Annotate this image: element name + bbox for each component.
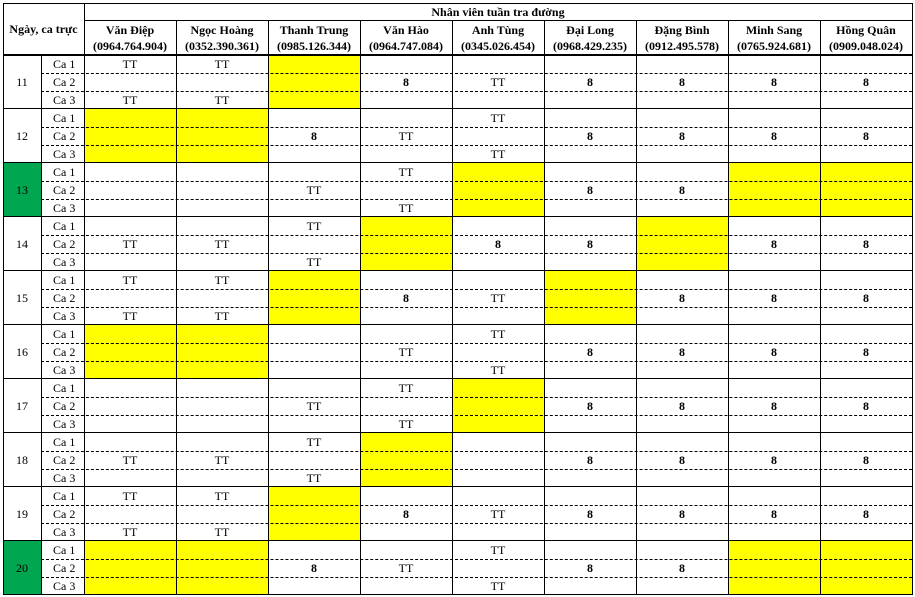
shift-entry: TT (214, 308, 230, 323)
shift-entry: 8 (771, 74, 777, 89)
shift-label: Ca 2 (53, 398, 76, 413)
shift-divider (41, 73, 912, 74)
shift-entry: 8 (863, 506, 869, 521)
shift-divider (41, 361, 912, 362)
shift-label: Ca 1 (53, 110, 76, 125)
shift-entry: TT (122, 56, 138, 71)
grid-line (3, 270, 913, 271)
shift-entry: TT (306, 470, 322, 485)
shift-entry: 8 (679, 290, 685, 305)
off-duty-block (360, 217, 452, 271)
shift-label: Ca 1 (53, 434, 76, 449)
shift-divider (41, 415, 912, 416)
off-duty-block (268, 55, 360, 109)
shift-label: Ca 1 (53, 218, 76, 233)
day-label: 12 (16, 128, 28, 143)
shift-entry: 8 (495, 236, 501, 251)
shift-entry: 8 (311, 560, 317, 575)
off-duty-block (452, 163, 544, 217)
shift-label: Ca 2 (53, 452, 76, 467)
staff-phone: (0964.747.084) (369, 38, 443, 53)
grid-line (84, 3, 85, 595)
shift-entry: 8 (679, 398, 685, 413)
shift-label: Ca 3 (53, 470, 76, 485)
shift-entry: 8 (771, 452, 777, 467)
shift-divider (41, 469, 912, 470)
shift-divider (41, 127, 912, 128)
grid-line (3, 540, 913, 541)
staff-phone: (0352.390.361) (185, 38, 259, 53)
shift-label: Ca 2 (53, 290, 76, 305)
staff-header (360, 20, 452, 55)
staff-phone: (0985.126.344) (277, 38, 351, 53)
shift-entry: 8 (679, 182, 685, 197)
shift-entry: 8 (587, 452, 593, 467)
shift-entry: 8 (679, 452, 685, 467)
grid-line (176, 20, 177, 595)
staff-name: Đặng Bình (654, 22, 710, 37)
grid-line (360, 20, 361, 595)
shift-label: Ca 1 (53, 164, 76, 179)
shift-entry: TT (214, 92, 230, 107)
shift-entry: 8 (587, 128, 593, 143)
shift-entry: 8 (771, 290, 777, 305)
day-label: 13 (3, 163, 41, 217)
shift-entry: 8 (679, 560, 685, 575)
off-duty-block (176, 541, 268, 595)
shift-entry: TT (398, 128, 414, 143)
grid-line (3, 3, 913, 4)
day-label: 16 (16, 344, 28, 359)
shift-entry: TT (122, 236, 138, 251)
day-label: 14 (16, 236, 28, 251)
shift-entry: TT (214, 236, 230, 251)
shift-divider (41, 181, 912, 182)
shift-entry: 8 (863, 344, 869, 359)
shift-entry: TT (398, 560, 414, 575)
shift-entry: 8 (771, 236, 777, 251)
staff-name: Văn Hào (383, 22, 429, 37)
shift-label: Ca 1 (53, 56, 76, 71)
shift-entry: 8 (679, 74, 685, 89)
shift-entry: TT (398, 200, 414, 215)
shift-entry: 8 (403, 74, 409, 89)
shift-entry: 8 (587, 560, 593, 575)
day-label: 19 (16, 506, 28, 521)
shift-entry: 8 (771, 344, 777, 359)
staff-header (176, 20, 268, 55)
off-duty-block (728, 163, 820, 217)
off-duty-block (176, 109, 268, 163)
shift-entry: TT (214, 524, 230, 539)
shift-divider (41, 145, 912, 146)
off-duty-block (176, 325, 268, 379)
shift-divider (41, 253, 912, 254)
off-duty-block (544, 271, 636, 325)
shift-entry: 8 (771, 398, 777, 413)
staff-header (728, 20, 820, 55)
staff-name: Hồng Quân (836, 22, 896, 37)
shift-label: Ca 3 (53, 254, 76, 269)
shift-entry: TT (490, 578, 506, 593)
staff-phone: (0912.495.578) (645, 38, 719, 53)
shift-label: Ca 3 (53, 200, 76, 215)
shift-entry: TT (490, 290, 506, 305)
grid-line (728, 20, 729, 595)
shift-entry: TT (122, 92, 138, 107)
shift-entry: TT (214, 488, 230, 503)
shift-entry: TT (490, 506, 506, 521)
shift-label: Ca 3 (53, 578, 76, 593)
shift-divider (41, 397, 912, 398)
staff-name: Thanh Trung (279, 22, 349, 37)
shift-label: Ca 1 (53, 272, 76, 287)
shift-entry: TT (306, 218, 322, 233)
grid-line (3, 54, 913, 56)
off-duty-block (268, 271, 360, 325)
grid-line (3, 216, 913, 217)
shift-entry: TT (306, 434, 322, 449)
off-duty-block (728, 541, 820, 595)
shift-entry: TT (398, 164, 414, 179)
staff-name: Văn Điệp (105, 22, 155, 37)
staff-phone: (0968.429.235) (553, 38, 627, 53)
shift-entry: TT (490, 362, 506, 377)
shift-divider (41, 505, 912, 506)
shift-entry: 8 (587, 506, 593, 521)
shift-label: Ca 3 (53, 524, 76, 539)
shift-entry: 8 (587, 182, 593, 197)
grid-line (636, 20, 637, 595)
shift-label: Ca 2 (53, 344, 76, 359)
shift-entry: 8 (587, 236, 593, 251)
day-label: 20 (3, 541, 41, 595)
staff-phone: (0964.764.904) (93, 38, 167, 53)
shift-entry: 8 (587, 74, 593, 89)
shift-label: Ca 1 (53, 488, 76, 503)
shift-entry: TT (398, 380, 414, 395)
staff-header (268, 20, 360, 55)
shift-divider (41, 451, 912, 452)
day-label: 18 (16, 452, 28, 467)
day-label: 11 (16, 74, 28, 89)
shift-entry: TT (490, 542, 506, 557)
off-duty-block (268, 487, 360, 541)
staff-group-header: Nhân viên tuần tra đường (431, 4, 565, 19)
grid-line (3, 378, 913, 379)
staff-header (636, 20, 728, 55)
shift-label: Ca 1 (53, 380, 76, 395)
off-duty-block (820, 541, 912, 595)
shift-entry: TT (214, 272, 230, 287)
shift-entry: 8 (863, 452, 869, 467)
staff-name: Anh Tùng (471, 22, 525, 37)
shift-label: Ca 2 (53, 128, 76, 143)
shift-entry: TT (122, 452, 138, 467)
shift-entry: 8 (863, 128, 869, 143)
off-duty-block (84, 541, 176, 595)
shift-entry: 8 (863, 290, 869, 305)
day-label: 17 (16, 398, 28, 413)
staff-header (544, 20, 636, 55)
shift-entry: TT (398, 416, 414, 431)
staff-name: Ngọc Hoàng (190, 22, 254, 37)
grid-line (3, 324, 913, 325)
shift-entry: TT (306, 254, 322, 269)
shift-entry: TT (490, 110, 506, 125)
shift-entry: 8 (863, 236, 869, 251)
staff-phone: (0909.048.024) (829, 38, 903, 53)
shift-divider (41, 523, 912, 524)
shift-label: Ca 3 (53, 362, 76, 377)
staff-header (452, 20, 544, 55)
shift-entry: TT (490, 146, 506, 161)
grid-line (3, 108, 913, 109)
shift-divider (41, 307, 912, 308)
shift-divider (41, 577, 912, 578)
shift-label: Ca 3 (53, 92, 76, 107)
shift-divider (41, 91, 912, 92)
shift-divider (41, 559, 912, 560)
grid-line (544, 20, 545, 595)
shift-entry: TT (214, 56, 230, 71)
shift-label: Ca 3 (53, 308, 76, 323)
shift-entry: 8 (403, 290, 409, 305)
shift-entry: TT (122, 524, 138, 539)
grid-line (3, 432, 913, 433)
shift-entry: 8 (771, 506, 777, 521)
staff-name: Minh Sang (745, 22, 803, 37)
grid-line (3, 486, 913, 487)
shift-label: Ca 3 (53, 146, 76, 161)
shift-divider (41, 289, 912, 290)
shift-divider (41, 199, 912, 200)
shift-entry: TT (490, 326, 506, 341)
shift-label: Ca 2 (53, 560, 76, 575)
shift-entry: 8 (403, 506, 409, 521)
shift-label: Ca 2 (53, 506, 76, 521)
shift-entry: TT (490, 74, 506, 89)
grid-line (268, 20, 269, 595)
shift-entry: TT (122, 272, 138, 287)
day-label: 15 (16, 290, 28, 305)
staff-name: Đại Long (566, 22, 614, 37)
grid-line (3, 3, 4, 595)
grid-line (41, 55, 42, 595)
shift-label: Ca 1 (53, 326, 76, 341)
shift-entry: 8 (771, 128, 777, 143)
staff-header (84, 20, 176, 55)
shift-entry: TT (306, 398, 322, 413)
off-duty-block (636, 217, 728, 271)
shift-entry: TT (214, 452, 230, 467)
shift-entry: 8 (679, 344, 685, 359)
shift-divider (41, 235, 912, 236)
shift-entry: TT (122, 488, 138, 503)
shift-entry: TT (122, 308, 138, 323)
staff-header (820, 20, 912, 55)
corner-header: Ngày, ca trực (9, 22, 78, 36)
grid-line (3, 162, 913, 163)
off-duty-block (84, 325, 176, 379)
shift-entry: TT (306, 182, 322, 197)
off-duty-block (820, 163, 912, 217)
staff-phone: (0345.026.454) (461, 38, 535, 53)
grid-line (820, 20, 821, 595)
shift-entry: 8 (587, 398, 593, 413)
grid-line (3, 594, 913, 595)
shift-label: Ca 2 (53, 182, 76, 197)
shift-entry: 8 (311, 128, 317, 143)
shift-label: Ca 2 (53, 236, 76, 251)
shift-label: Ca 2 (53, 74, 76, 89)
shift-entry: TT (398, 344, 414, 359)
shift-divider (41, 343, 912, 344)
grid-line (912, 3, 913, 595)
shift-label: Ca 3 (53, 416, 76, 431)
off-duty-block (360, 433, 452, 487)
shift-entry: 8 (679, 128, 685, 143)
shift-label: Ca 1 (53, 542, 76, 557)
shift-entry: 8 (679, 506, 685, 521)
grid-line (452, 20, 453, 595)
shift-entry: 8 (587, 344, 593, 359)
staff-phone: (0765.924.681) (737, 38, 811, 53)
grid-line (84, 20, 913, 21)
off-duty-block (452, 379, 544, 433)
shift-entry: 8 (863, 398, 869, 413)
shift-entry: 8 (863, 74, 869, 89)
off-duty-block (84, 109, 176, 163)
